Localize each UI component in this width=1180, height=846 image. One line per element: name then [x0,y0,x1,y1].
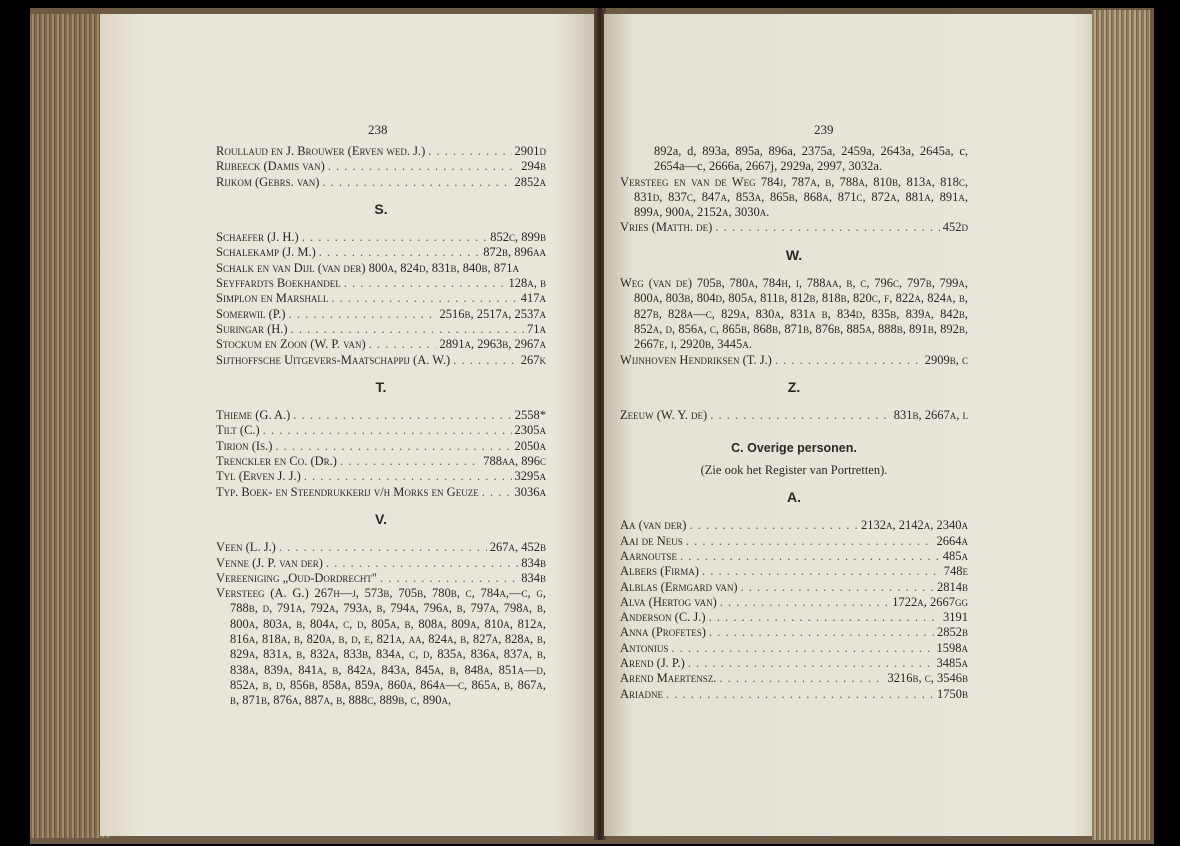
index-entry [216,291,546,306]
entry-ref: 267k [520,352,546,367]
entry-name: Schalekamp (J. M.) [216,245,316,260]
section-heading: S. [374,200,388,217]
dot-leader [291,322,524,337]
index-entry [216,353,546,368]
dot-leader [322,175,511,190]
entry-name: Seyffardts Boekhandel [216,276,341,291]
left-page [100,14,596,836]
entry-name: Tilt (C.) [216,423,260,438]
index-entry [216,571,546,586]
entry-name: Alva (Hertog van) [620,594,717,609]
entry-name: Venne (J. P. van der) [216,555,323,570]
index-entry [620,564,968,579]
index-entry [620,549,968,564]
dot-leader [369,337,437,352]
entry-ref: 71a [527,321,546,336]
index-entry [216,175,546,190]
index-entry [216,144,546,159]
dot-leader [263,423,512,438]
entry-ref: 1750b [936,686,968,701]
dot-leader [279,540,487,555]
section-heading-z: Z. [787,378,801,395]
index-entry [620,671,968,686]
dot-leader [709,625,934,640]
entry-name: Sijthoffsche Uitgevers-Maatschappij (A. W.) [216,352,451,367]
entry-ref: 2558* [514,408,546,423]
entry-name: Antonius [620,640,669,655]
index-entry [620,687,968,702]
index-entry [620,641,968,656]
entry-name: Stockum en Zoon (W. P. van) [216,337,366,352]
entry-name: Suringar (H.) [216,321,288,336]
index-entry [620,580,968,595]
entry-name: Albers (Firma) [620,564,699,579]
dot-leader [428,144,511,159]
entry-ref: 294b [521,159,546,174]
index-entry [216,261,546,276]
dot-leader [482,485,512,500]
dot-leader [710,408,891,423]
entry-name: Anderson (C. J.) [620,610,706,625]
section-heading: V. [375,510,387,527]
dot-leader [304,469,512,484]
entry-ref: 3216b, c, 3546b [887,671,968,686]
dot-leader [709,610,940,625]
entry-ref: 1598a [936,640,968,655]
entry-name: Vereeniging „Oud-Dordrecht" [216,570,378,585]
entry-name: Typ. Boek- en Steendrukkerij v/h Morks en Geuze [216,484,479,499]
entry-ref: 831b, 2667a, l [893,408,968,423]
entry-name: Schaefer (J. H.) [216,230,299,245]
index-entry [216,408,546,423]
entry-name: Simplon en Marshall [216,291,329,306]
index-entry [216,469,546,484]
entry-name: Arend Maertensz. [620,671,717,686]
versteeg-entry: Versteeg (A. G.) 267h—j, 573b, 705b, 780b, c, 784a,—c, g, 788b, d, 791a, 792a, 793a, b, 794a, 796a, b, 797a, 798a, b, 800a, 803a, b, 804a, c, d, 805a, b, 808a, 809a, 810a, 812a, 816a, 818a, b, 820a, b, d, e, 821a, aa, 824a, b, 827a, 828a, b, 829a, 831a, b, 832a, 833b, 834a, c, d, 835a, 836a, 837a, b, 838a, 839a, 841a, b, 842a, 843a, 845a, b, 848a, 851a—d, 852a, b, d, 856b, 858a, 859a, 860a, 864a—c, 865a, b, 867a, b, 871b, 876a, 887a, b, 888c, 889b, c, 890a, [216,586,546,708]
dot-leader [671,641,933,656]
entry-ref: 2814b [936,579,968,594]
dot-leader [666,687,934,702]
dot-leader [289,307,437,322]
dot-leader [686,534,934,549]
page-number-right: 239 [814,122,834,137]
entry-ref: 128a, b [508,276,546,291]
entry-ref: 452d [942,220,968,235]
dot-leader [326,556,518,571]
entry-ref: 3036a [514,484,546,499]
entry-ref: 834b [521,555,546,570]
index-entry [216,307,546,322]
right-page-edges [1092,10,1150,840]
right-page [604,14,1092,836]
index-entry [216,245,546,260]
entry-name: Ariadne [620,686,664,701]
section-note: (Zie ook het Register van Portretten). [700,462,888,477]
entry-ref: 2909b, c [924,352,968,367]
dot-leader [331,291,517,306]
index-entry [216,276,546,291]
dot-leader [453,353,518,368]
section-heading-a: A. [787,489,801,506]
left-page-edges [30,14,110,838]
entry-name: Tirion (Is.) [216,438,273,453]
dot-leader [775,353,922,368]
entry-ref: 2891a, 2963b, 2967a [439,337,546,352]
dot-leader [702,564,941,579]
left-index-column [216,144,546,709]
entry-ref: 1722a, 2667gg [892,594,968,609]
entry-ref: 2132a, 2142a, 2340a [861,518,968,533]
entry-name: Aai de Neus [620,533,683,548]
dot-leader [680,549,940,564]
dot-leader [319,245,480,260]
entry-ref: 748e [943,564,968,579]
right-index-column [620,144,968,702]
entry-name: Rijbeeck (Damis van) [216,159,325,174]
section-heading-w: W. [785,246,803,263]
entry-name: Veen (L. J.) [216,540,276,555]
entry-ref: 834b [521,570,546,585]
entry-ref: 2664a [936,533,968,548]
entry-ref: 2516b, 2517a, 2537a [439,306,546,321]
index-entry [620,220,968,235]
weg-entry: Weg (van de) 705b, 780a, 784h, i, 788aa, b, c, 796c, 797b, 799a, 800a, 803b, 804d, 805a, 811b, 812b, 818b, 820c, f, 822a, 824a, b, 827b, 828a—c, 829a, 830a, 831a b, 834d, 835b, 839a, 842b, 852a, d, 856a, c, 865b, 868b, 871b, 876b, 885a, 888b, 891b, 892b, 2667e, i, 2920b, 3445a. [620,276,968,352]
entry-name: Zeeuw (W. Y. de) [620,408,708,423]
entry-name: Tyl (Erven J. J.) [216,469,301,484]
dot-leader [741,580,934,595]
dot-leader [719,671,884,686]
entry-name: Somerwil (P.) [216,306,286,321]
index-entry [216,423,546,438]
index-entry [216,454,546,469]
index-entry [216,159,546,174]
entry-name: Anna (Profetes) [620,625,706,640]
entry-name: Roullaud en J. Brouwer (Erven wed. J.) [216,144,426,158]
entry-name: Aa (van der) [620,518,687,533]
index-entry [216,322,546,337]
entry-ref: 3191 [943,610,968,625]
page-number-left: 238 [368,122,388,137]
index-entry [216,540,546,555]
entry-ref: 417a [520,291,546,306]
entry-name: Arend (J. P.) [620,656,685,671]
section-title-overige: C. Overige personen. [731,441,857,456]
entry-name: Thieme (G. A.) [216,408,291,423]
entry-ref: 267a, 452b [489,540,546,555]
index-entry [620,625,968,640]
dot-leader [720,595,889,610]
dot-leader [688,656,934,671]
dot-leader [380,571,518,586]
index-entry [620,534,968,549]
dot-leader [328,159,518,174]
dot-leader [302,230,488,245]
index-entry [216,485,546,500]
entry-ref: 872b, 896aa [483,245,546,260]
entry-ref: 3485a [936,656,968,671]
index-entry [216,337,546,352]
dot-leader [689,518,858,533]
a-entry-list [620,518,968,702]
entry-ref: 788aa, 896c [483,454,546,469]
index-entry [620,610,968,625]
entry-ref: 2852a [514,174,546,189]
entry-name: Alblas (Ermgard van) [620,579,738,594]
versteeg-weg-entry: Versteeg en van de Weg 784j, 787a, b, 788a, 810b, 813a, 818c, 831d, 837c, 847a, 853a, 865b, 868a, 871c, 872a, 881a, 891a, 899a, 900a, 2152a, 3030a. [620,174,968,220]
entry-name: Vries (Matth. de) [620,220,713,235]
index-entry [620,408,968,423]
entry-name: Schalk en van Dijl (van der) 800a, 824d, 831b, 840b, 871a [216,260,519,275]
dot-leader [275,439,511,454]
dot-leader [340,454,480,469]
index-entry [620,353,968,368]
index-entry [620,656,968,671]
entry-name: Trenckler en Co. (Dr.) [216,454,337,469]
entry-ref: 2901d [514,144,546,158]
entry-ref: 852c, 899b [490,230,546,245]
entry-ref: 3295a [514,469,546,484]
section-heading: T. [375,378,387,395]
entry-ref: 2050a [514,438,546,453]
entry-name: Aarnoutse [620,548,678,563]
entry-name: Wijnhoven Hendriksen (T. J.) [620,352,772,367]
index-entry [620,595,968,610]
entry-name: Rijkom (Gebrs. van) [216,174,320,189]
entry-ref: 485a [942,548,968,563]
index-entry [216,230,546,245]
index-entry [216,556,546,571]
dot-leader [715,220,939,235]
versteeg-continuation: 892a, d, 893a, 895a, 896a, 2375a, 2459a, 2643a, 2645a, c, 2654a—c, 2666a, 2667j, 2929a, 2997, 3032a. [654,144,968,174]
entry-ref: 2852b [936,625,968,640]
index-entry [216,439,546,454]
entry-ref: 2305a [514,423,546,438]
dot-leader [344,276,506,291]
index-entry [620,518,968,533]
dot-leader [293,408,511,423]
